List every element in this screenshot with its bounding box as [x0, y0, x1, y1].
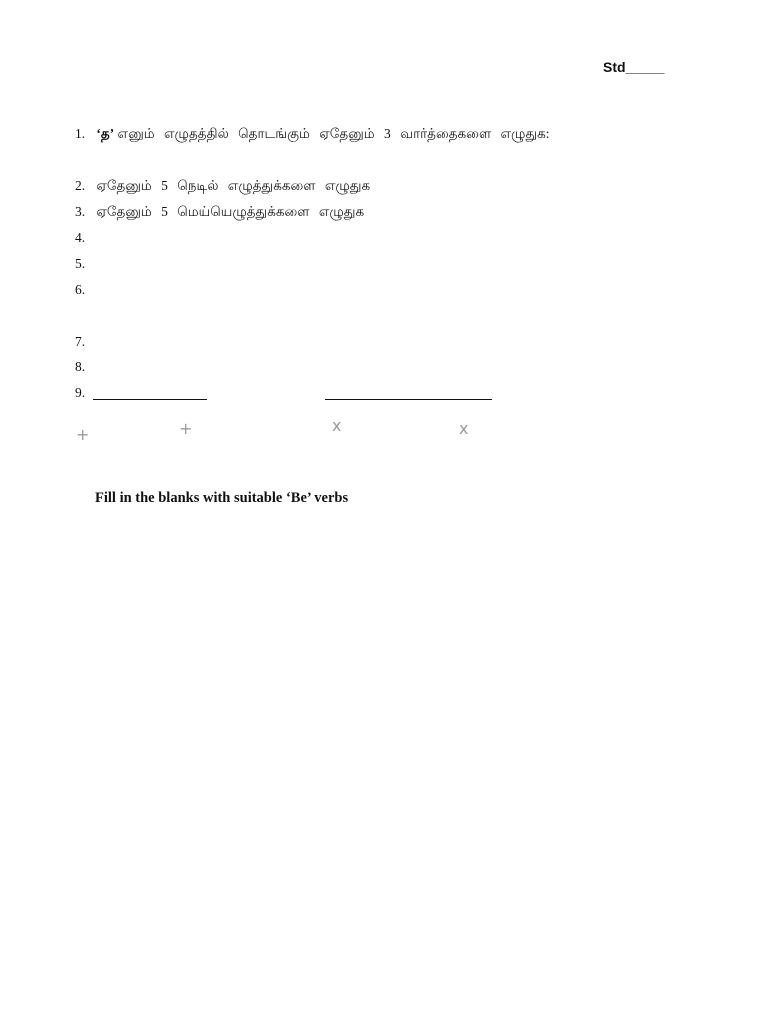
question-number: 3. [75, 204, 86, 219]
tamil-letter: த [100, 126, 110, 141]
answer-blank-2[interactable] [325, 399, 492, 400]
quote-open: ‘ [96, 126, 101, 141]
question-5 [75, 255, 93, 273]
question-text: ஏதேனும் 5 மெய்யெழுத்துக்களை எழுதுக [96, 204, 365, 219]
question-text: எனும் எழுதத்தில் தொடங்கும் ஏதேனும் 3 வார்த்தைகளை எழுதுக: [117, 126, 550, 141]
question-9 [75, 384, 93, 402]
section-heading: Fill in the blanks with suitable ‘Be’ verbs [95, 490, 349, 506]
x-mark: x [459, 419, 469, 438]
question-text: ஏதேனும் 5 நெடில் எழுத்துக்களை எழுதுக [96, 178, 371, 193]
plus-mark: + [76, 425, 90, 444]
question-6 [75, 281, 93, 299]
question-number: 2. [75, 178, 86, 193]
question-8 [75, 358, 93, 376]
question-3 [75, 203, 364, 221]
question-number: 5. [75, 256, 86, 271]
question-number: 9. [75, 385, 86, 400]
plus-mark: + [179, 419, 193, 438]
question-2 [75, 177, 370, 195]
question-1 [75, 125, 550, 143]
quote-close: ’ [109, 126, 115, 141]
question-number: 7. [75, 334, 86, 349]
question-7 [75, 333, 93, 351]
x-mark: x [332, 416, 342, 435]
question-number: 8. [75, 359, 86, 374]
std-label: Std_____ [603, 59, 665, 75]
question-number: 1. [75, 126, 86, 141]
answer-blank-1[interactable] [93, 399, 207, 400]
question-4 [75, 229, 93, 247]
question-number: 4. [75, 230, 86, 245]
question-number: 6. [75, 282, 86, 297]
